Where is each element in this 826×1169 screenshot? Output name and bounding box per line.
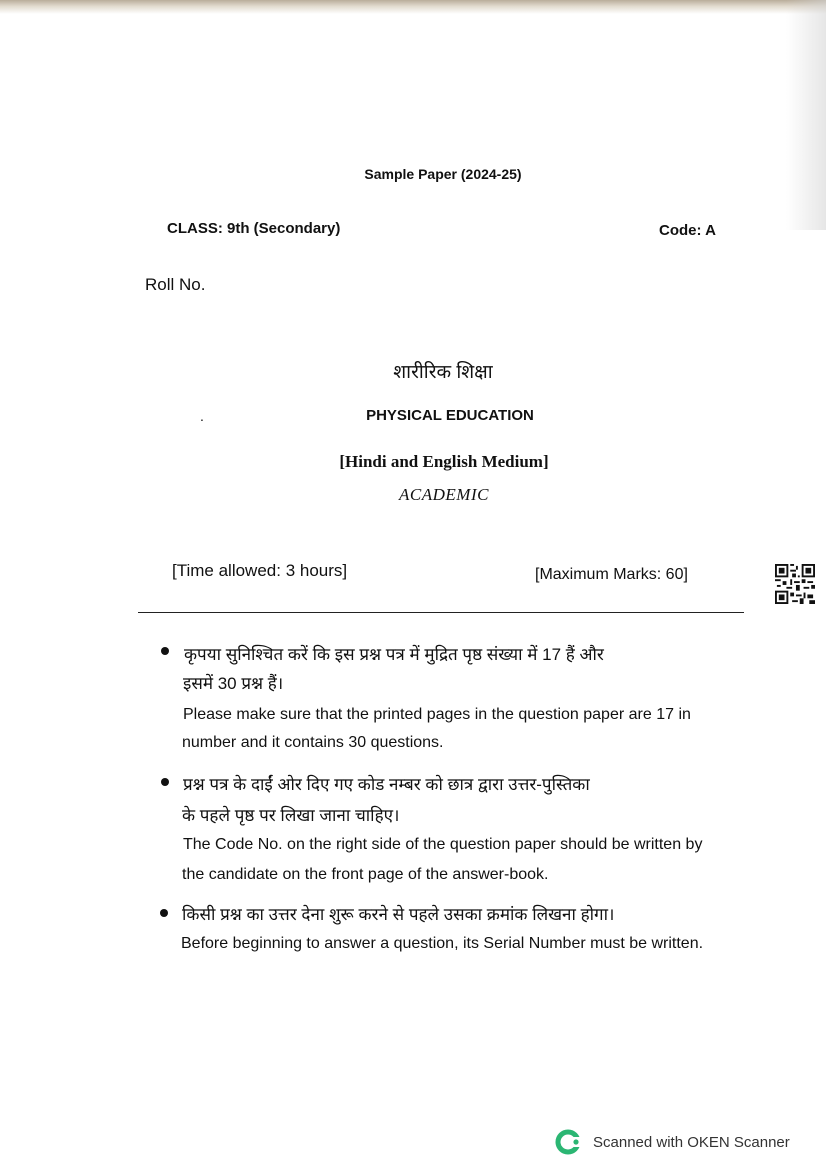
stray-dot-mark: . — [200, 408, 204, 424]
bullet-icon — [161, 647, 169, 655]
instruction-3-english-line-1: Before beginning to answer a question, its Serial Number must be written. — [181, 935, 704, 952]
instruction-1-hindi-line-2: इसमें 30 प्रश्न हैं। — [183, 674, 284, 693]
instruction-2-english-line-1: The Code No. on the right side of the question paper should be written by — [183, 836, 703, 853]
instruction-1-english-line-1: Please make sure that the printed pages in the question paper are 17 in — [183, 706, 691, 723]
bullet-icon — [160, 909, 168, 917]
scanner-watermark — [555, 1129, 790, 1155]
scanner-watermark-text: Scanned with OKEN Scanner — [593, 1133, 790, 1151]
page-top-edge-shadow — [0, 0, 826, 14]
time-allowed: [Time allowed: 3 hours] — [172, 561, 348, 580]
instruction-1-english-line-2: number and it contains 30 questions. — [182, 734, 444, 751]
qr-code-icon — [775, 564, 815, 604]
instruction-2-hindi-line-2: के पहले पृष्ठ पर लिखा जाना चाहिए। — [182, 806, 400, 825]
subject-title-hindi: शारीरिक शिक्षा — [393, 362, 493, 383]
bullet-icon — [161, 778, 169, 786]
class-label: CLASS: 9th (Secondary) — [167, 220, 341, 237]
stream-label: ACADEMIC — [399, 485, 489, 504]
subject-title-english: PHYSICAL EDUCATION — [366, 407, 534, 424]
instruction-2-english-line-2: the candidate on the front page of the answer-book. — [182, 866, 549, 883]
page-right-edge-shadow — [786, 0, 826, 230]
paper-code: Code: A — [659, 222, 716, 239]
instruction-3-hindi-line-1: किसी प्रश्न का उत्तर देना शुरू करने से पहले उसका क्रमांक लिखना होगा। — [182, 905, 615, 924]
medium-label: [Hindi and English Medium] — [339, 452, 549, 471]
section-divider-line — [138, 612, 744, 613]
instruction-1-hindi-line-1: कृपया सुनिश्चित करें कि इस प्रश्न पत्र में मुद्रित पृष्ठ संख्या में 17 हैं और — [184, 645, 604, 664]
instruction-2-hindi-line-1: प्रश्न पत्र के दाईं ओर दिए गए कोड नम्बर को छात्र द्वारा उत्तर-पुस्तिका — [183, 775, 590, 794]
roll-number-label: Roll No. — [145, 275, 206, 294]
sample-paper-heading: Sample Paper (2024-25) — [364, 166, 522, 182]
maximum-marks: [Maximum Marks: 60] — [535, 566, 688, 583]
oken-scanner-logo-icon — [555, 1129, 581, 1155]
